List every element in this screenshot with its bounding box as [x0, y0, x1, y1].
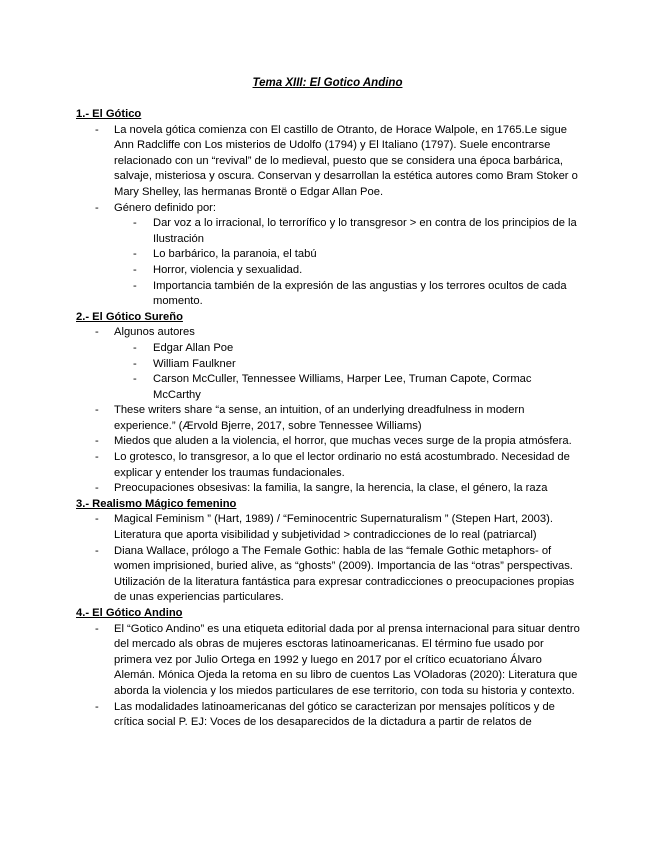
sublist-item: - Horror, violencia y sexualidad.: [114, 263, 581, 279]
sublist-item: - Dar voz a lo irracional, lo terrorífico y lo transgresor > en contra de los principios de la Ilustración: [114, 216, 581, 247]
sublist-item: - Carson McCuller, Tennessee Williams, Harper Lee, Truman Capote, Cormac McCarthy: [114, 372, 581, 403]
list-item: - El “Gotico Andino” es una etiqueta editorial dada por al prensa internacional para situar dentro del mercado als obras de mujeres esctoras latinoamericanas. El término fue usado por primera vez por Julio Ortega en 1992 y luego en 2017 por el crítico ecuatoriano Álvaro Alemán. Mónica Ojeda la retoma en su libro de cuentos Las VOladoras (2020): Literatura que aborda la violencia y los miedos particulares de ese territorio, con toda su historia y contexto.: [76, 622, 581, 700]
list-item: - Magical Feminism ” (Hart, 1989) / “Feminocentric Supernaturalism ” (Stepen Hart, 2003). Literatura que aporta visibilidad y subjetividad > contradicciones de lo real (patriarcal): [76, 512, 581, 543]
list-item: - Diana Wallace, prólogo a The Female Gothic: habla de las “female Gothic metaphors- of women imprisioned, buried alive, as “ghosts” (2009). Importancia de las “otras” perspectivas. Utilización de la literatura fantástica para expresar contradicciones o preocupaciones propias de unas experiencias particulares.: [76, 544, 581, 606]
sublist-item: - Edgar Allan Poe: [114, 341, 581, 357]
section-list-gotico-andino: [76, 622, 581, 731]
list-item: - Preocupaciones obsesivas: la familia, la sangre, la herencia, la clase, el género, la raza: [76, 481, 581, 497]
list-item: - Las modalidades latinoamericanas del gótico se caracterizan por mensajes políticos y de crítica social P. EJ: Voces de los desaparecidos de la dictadura a partir de relatos de: [76, 700, 581, 731]
sublist: [114, 216, 581, 310]
sublist-item: - Importancia también de la expresión de las angustias y los terrores ocultos de cada momento.: [114, 279, 581, 310]
section-heading-gotico-sureno: 2.- El Gótico Sureño: [76, 310, 183, 323]
section-list-gotico: [76, 123, 581, 310]
list-item: - Lo grotesco, lo transgresor, a lo que el lector ordinario no está acostumbrado. Necesidad de explicar y entender los traumas fundacionales.: [76, 450, 581, 481]
list-item: - Género definido por: - Dar voz a lo irracional, lo terrorífico y lo transgresor > en contra de los principios de la Ilustración - Lo barbárico, la paranoia, el tabú - Horror, violencia y sexualidad. - Importancia también de la expresión de las angustias y los terrores ocultos de cada momento.: [76, 201, 581, 310]
section-list-realismo-magico: [76, 512, 581, 606]
list-item: - These writers share “a sense, an intuition, of an underlying dreadfulness in modern experience.” (Ærvold Bjerre, 2017, sobre Tennessee Williams): [76, 403, 581, 434]
list-item: - Miedos que aluden a la violencia, el horror, que muchas veces surge de la propia atmósfera.: [76, 434, 581, 450]
document-body: [76, 107, 581, 731]
list-item: - La novela gótica comienza con El castillo de Otranto, de Horace Walpole, en 1765.Le sigue Ann Radcliffe con Los misterios de Udolfo (1794) y El Italiano (1797). Suele encontrarse relacionado con un “revival” de lo medieval, puesto que se considera una época barbárica, salvaje, misteriosa y oscura. Conservan y desarrollan la estética autores como Bram Stoker o Mary Shelley, las hermanas Brontë o Edgar Allan Poe.: [76, 123, 581, 201]
sublist-item: - William Faulkner: [114, 357, 581, 373]
document-title: Tema XIII: El Gotico Andino: [252, 77, 403, 89]
sublist-item: - Lo barbárico, la paranoia, el tabú: [114, 247, 581, 263]
section-heading-gotico-andino: 4.- El Gótico Andino: [76, 607, 183, 619]
list-item: - Algunos autores - Edgar Allan Poe - William Faulkner - Carson McCuller, Tennessee Williams, Harper Lee, Truman Capote, Cormac McCarthy: [76, 325, 581, 403]
section-heading-realismo-magico: 3.- Realismo Mágico femenino: [76, 497, 237, 510]
sublist: [114, 341, 581, 403]
section-heading-gotico: 1.- El Gótico: [76, 108, 142, 120]
section-list-gotico-sureno: [76, 325, 581, 497]
